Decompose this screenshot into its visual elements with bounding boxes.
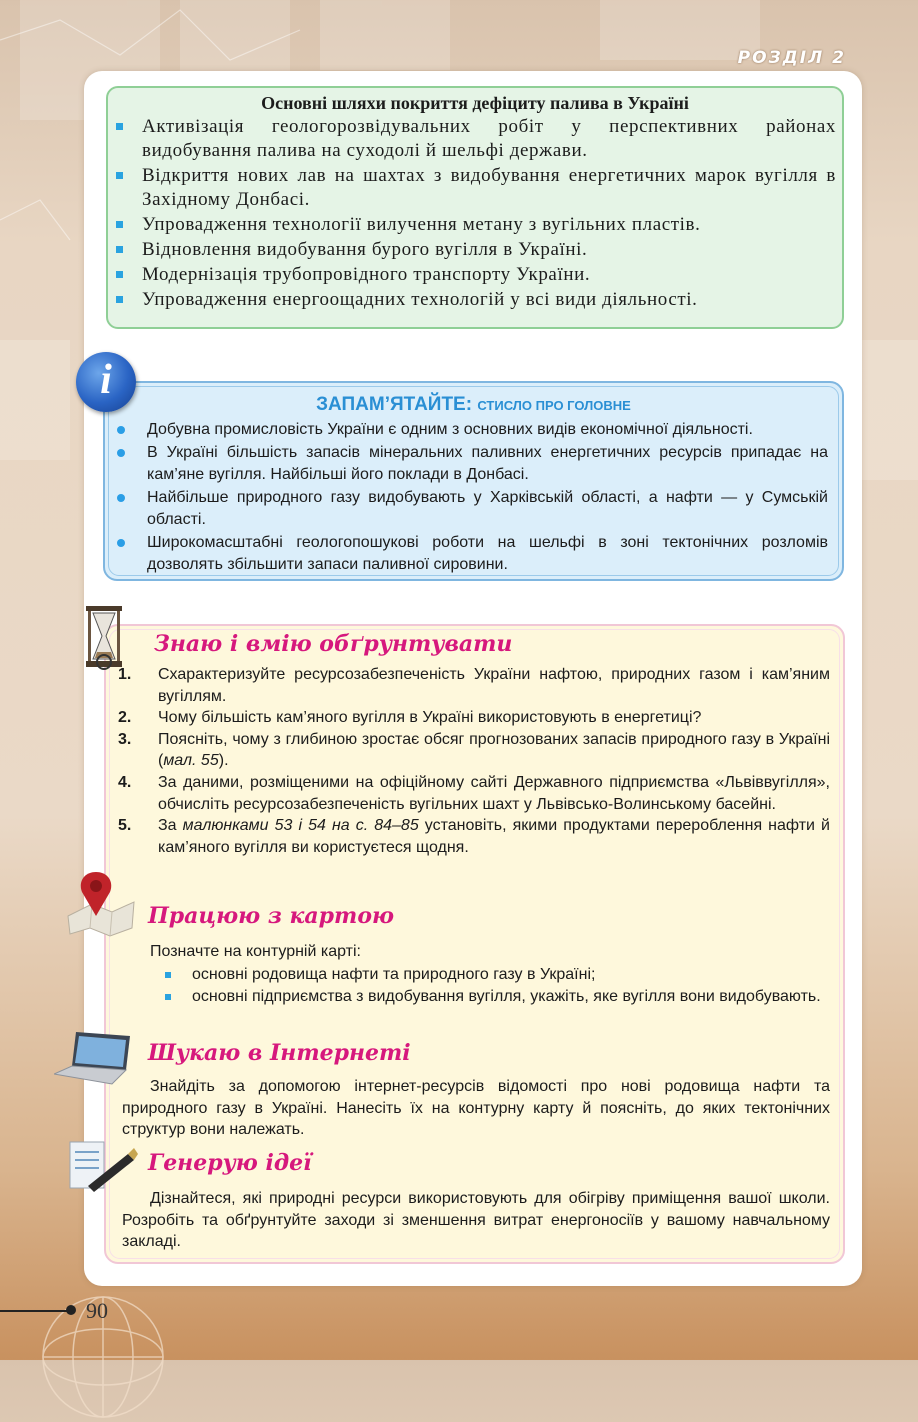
list-item: основні родовища нафти та природного газу в Україні;: [160, 964, 830, 986]
list-item: [118, 772, 830, 815]
list-item: Найбільше природного газу видобувають у Харківській області, а нафти — у Сумській області.: [147, 487, 828, 532]
pen-paper-icon: [68, 1136, 138, 1194]
question-number: 2.: [118, 709, 132, 727]
question-number: 3.: [118, 730, 132, 748]
list-item: [118, 664, 830, 707]
hourglass-icon: [84, 604, 126, 670]
list-item: Широкомасштабні геологопошукові роботи на шельфі в зоні тектонічних розломів дозволять збільшити запаси паливної сировини.: [147, 532, 828, 577]
fuel-deficit-box: [106, 86, 844, 329]
list-item: Добувна промисловість України є одним з основних видів економічної діяльності.: [147, 419, 828, 442]
question-text-end: ).: [218, 752, 229, 770]
remember-list: [105, 419, 842, 577]
question-text: Чому більшість кам’яного вугілля в Україні використовують в енергетиці?: [158, 709, 702, 727]
list-item: [118, 729, 830, 772]
list-item: В Україні більшість запасів мінеральних паливних енергетичних ресурсів припадає на кам’яне вугілля. Найбільші його поклади в Донбасі.: [147, 442, 828, 487]
question-number: 4.: [118, 773, 132, 791]
page-number-dot: [66, 1305, 76, 1315]
fuel-deficit-list: [108, 115, 842, 312]
question-list: [118, 664, 830, 858]
map-pin-icon: [66, 868, 136, 938]
internet-section-heading: Шукаю в Інтернеті: [148, 1040, 411, 1066]
list-item: Відкриття нових лав на шахтах з видобування енергетичних марок вугілля в Західному Донбасі.: [142, 165, 836, 210]
question-text: За даними, розміщеними на офіційному сайті Державного підприємства «Львіввугілля», обчисліть ресурсозабезпеченість вугільних шахт у Львівсько-Волинському басейні.: [158, 773, 830, 813]
question-text: Поясніть, чому з глибиною зростає обсяг прогнозованих запасів природного газу в Україні (: [158, 730, 830, 770]
remember-heading: ЗАПАМ’ЯТАЙТЕ:: [316, 394, 473, 415]
question-number: 1.: [118, 666, 132, 683]
info-icon: i: [76, 352, 136, 412]
list-item: Активізація геологорозвідувальних робіт у перспективних районах видобування палива на суходолі й шельфі держави.: [142, 116, 836, 161]
remember-subheading: СТИСЛО ПРО ГОЛОВНЕ: [477, 398, 631, 413]
list-item: основні підприємства з видобування вугілля, укажіть, яке вугілля вони видобувають.: [160, 986, 830, 1008]
figure-reference: малюнками 53 і 54 на с. 84–85: [182, 817, 419, 835]
question-number: 5.: [118, 817, 132, 835]
page-number-rule: [0, 1310, 72, 1312]
list-item: Відновлення видобування бурого вугілля в Україні.: [142, 238, 836, 262]
know-section-heading: Знаю і вмію обґрунтувати: [154, 631, 513, 657]
list-item: [118, 707, 830, 729]
question-text: За: [158, 817, 183, 835]
figure-reference: мал. 55: [163, 752, 219, 770]
map-task-list: [160, 964, 830, 1007]
list-item: [118, 815, 830, 858]
map-section-heading: Працюю з картою: [148, 903, 395, 929]
question-text-end: установіть, якими продуктами перероблення нафти й кам’яного вугілля ви користуєтеся щодня.: [158, 817, 830, 856]
list-item: Модернізація трубопровідного транспорту України.: [142, 263, 836, 287]
remember-box: [103, 381, 844, 581]
map-intro: Позначте на контурній карті:: [150, 943, 361, 960]
internet-task-text: Знайдіть за допомогою інтернет-ресурсів відомості про нові родовища нафти та природного газу в Україні. Нанесіть їх на контурну карту й поясніть, до яких тектонічних структур вони належать.: [122, 1078, 830, 1139]
list-item: Упровадження енергоощадних технологій у всі види діяльності.: [142, 288, 836, 312]
ideas-task-text: Дізнайтеся, які природні ресурси використовують для обігріву приміщення вашої школи. Розробіть та обґрунтуйте заходи зі зменшення витрат енергоносіїв у вашому навчальному закладі.: [122, 1190, 830, 1251]
section-label: РОЗДІЛ 2: [737, 48, 846, 68]
list-item: Упровадження технології вилучення метану з вугільних пластів.: [142, 213, 836, 237]
ideas-section-heading: Генерую ідеї: [148, 1150, 312, 1176]
question-text: Схарактеризуйте ресурсозабезпеченість України нафтою, природних газом і кам’яним вугіллям.: [158, 666, 830, 705]
fuel-deficit-title: Основні шляхи покриття дефіциту палива в Україні: [261, 93, 689, 113]
page-number: 90: [86, 1298, 108, 1323]
remember-title: [105, 394, 842, 416]
